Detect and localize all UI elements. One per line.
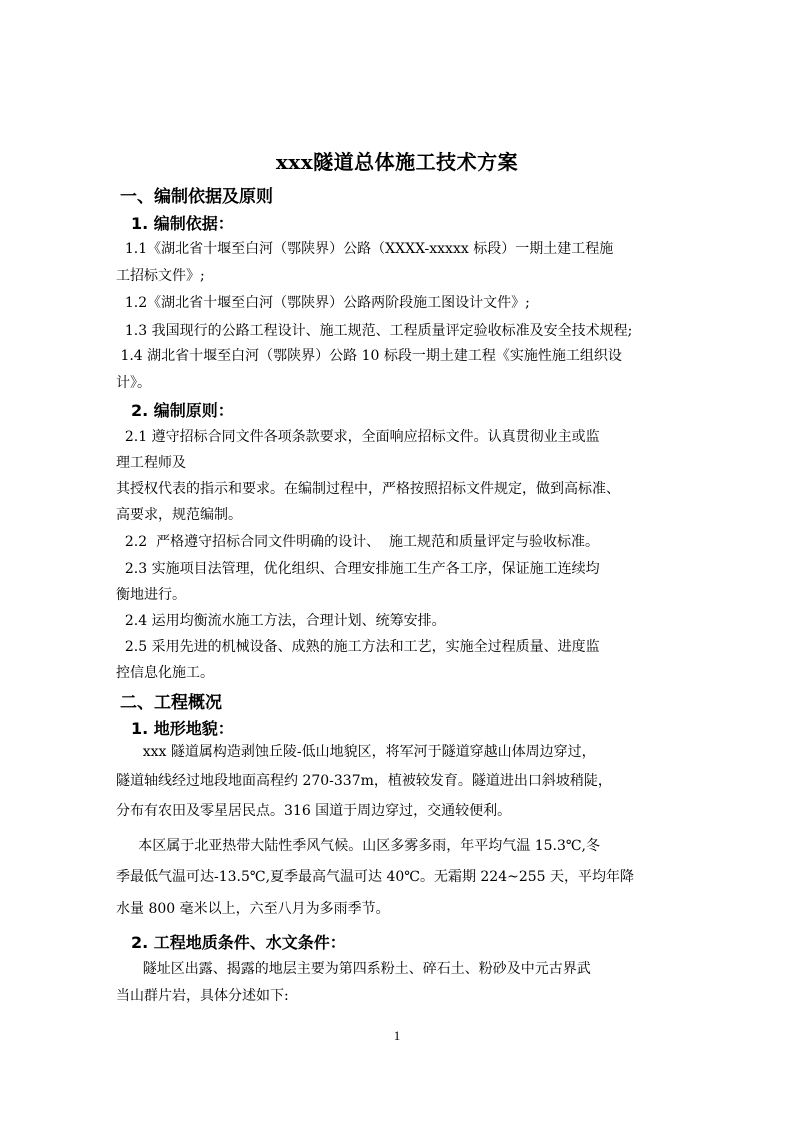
principles-line: 2.1 遵守招标合同文件各项条款要求，全面响应招标文件。认真贯彻业主或监 xyxy=(116,429,600,445)
climate-line: 水量 800 毫米以上，六至八月为多雨季节。 xyxy=(116,901,390,917)
principles-line: 控信息化施工。 xyxy=(116,665,214,681)
principles-line: 理工程师及 xyxy=(116,455,186,471)
subheading-terrain: 1. 地形地貌： xyxy=(131,719,234,738)
principles-line: 衡地进行。 xyxy=(116,587,186,603)
principles-line: 2.3 实施项目法管理，优化组织、合理安排施工生产各工序，保证施工连续均 xyxy=(116,561,600,577)
basis-line: 1.2《湖北省十堰至白河（鄂陕界）公路两阶段施工图设计文件》; xyxy=(116,295,530,311)
principles-line: 2.4 运用均衡流水施工方法，合理计划、统筹安排。 xyxy=(116,613,446,629)
basis-line: 1.3 我国现行的公路工程设计、施工规范、工程质量评定验收标准及安全技术规程; xyxy=(116,323,633,339)
section-heading-project-overview: 二、工程概况 xyxy=(120,693,222,713)
terrain-line: xxx 隧道属构造剥蚀丘陵-低山地貌区，将军河于隧道穿越山体周边穿过， xyxy=(116,744,596,760)
basis-line: 工招标文件》; xyxy=(116,268,205,284)
principles-line: 高要求，规范编制。 xyxy=(116,507,242,523)
principles-line: 2.5 采用先进的机械设备、成熟的施工方法和工艺，实施全过程质量、进度监 xyxy=(116,639,600,655)
terrain-line: 隧道轴线经过地段地面高程约 270-337m，植被较发育。隧道进出口斜坡稍陡， xyxy=(116,773,612,789)
geology-line: 隧址区出露、揭露的地层主要为第四系粉土、碎石土、粉砂及中元古界武 xyxy=(116,961,591,977)
page-number: 1 xyxy=(393,1028,401,1043)
principles-line: 其授权代表的指示和要求。在编制过程中，严格按照招标文件规定，做到高标准、 xyxy=(116,481,620,497)
climate-line: 季最低气温可达-13.5℃,夏季最高气温可达 40℃。无霜期 224~255 天，平均年降 xyxy=(116,869,635,885)
terrain-line: 分布有农田及零星居民点。316 国道于周边穿过，交通较便利。 xyxy=(116,803,512,819)
document-title: xxx隧道总体施工技术方案 xyxy=(275,150,519,174)
subheading-basis: 1. 编制依据： xyxy=(131,214,234,233)
climate-line: 本区属于北亚热带大陆性季风气候。山区多雾多雨，年平均气温 15.3℃,冬 xyxy=(116,838,600,854)
basis-line: 计》。 xyxy=(116,375,151,391)
subheading-geology: 2. 工程地质条件、水文条件： xyxy=(131,933,346,952)
section-heading-basis-principles: 一、编制依据及原则 xyxy=(120,187,273,207)
basis-line: 1.4 湖北省十堰至白河（鄂陕界）公路 10 标段一期土建工程《实施性施工组织设 xyxy=(116,348,622,364)
basis-line: 1.1《湖北省十堰至白河（鄂陕界）公路（XXXX-xxxxx 标段）一期土建工程施 xyxy=(116,241,614,257)
subheading-principles: 2. 编制原则： xyxy=(131,401,234,420)
geology-line: 当山群片岩，具体分述如下: xyxy=(116,988,289,1004)
principles-line: 2.2 严格遵守招标合同文件明确的设计、 施工规范和质量评定与验收标准。 xyxy=(116,534,599,550)
